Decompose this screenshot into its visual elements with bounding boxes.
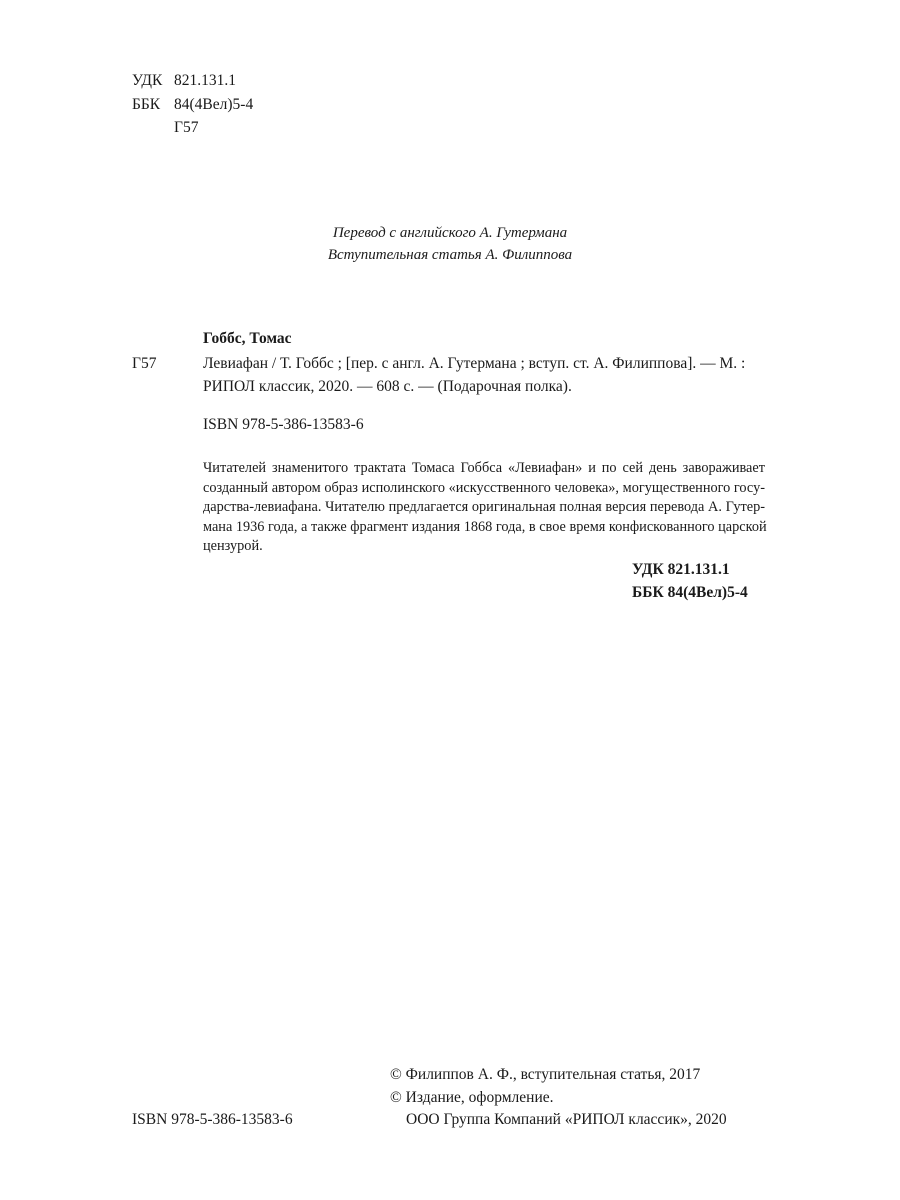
copyright-publisher: ООО Группа Компаний «РИПОЛ классик», 2020 [406,1111,727,1128]
annotation-line: цензурой. [203,538,263,554]
udk-row [132,70,236,92]
bbk-label: ББК [132,96,161,113]
card-description-line1: Левиафан / Т. Гоббс ; [пер. с англ. А. Гутермана ; вступ. ст. А. Филиппова]. — М. : [203,355,746,372]
copyright-edition: © Издание, оформление. [390,1089,554,1106]
bbk-value: 84(4Вел)5-4 [174,96,254,113]
introduction-credit: Вступительная статья А. Филиппова [327,247,573,263]
udk-value: 821.131.1 [174,72,236,89]
card-isbn: ISBN 978-5-386-13583-6 [203,416,364,433]
footer-isbn: ISBN 978-5-386-13583-6 [132,1111,293,1128]
annotation-line: созданный автором образ исполинского «искусственного человека», могущественного госу- [203,479,765,496]
translation-credit: Перевод с английского А. Гутермана [332,225,568,241]
card-description-line2: РИПОЛ классик, 2020. — 608 с. — (Подарочная полка). [203,378,572,395]
author-sign: Г57 [174,119,199,136]
udk-label: УДК [132,72,163,89]
card-udk: УДК 821.131.1 [632,561,730,578]
annotation-line: мана 1936 года, а также фрагмент издания 1868 года, в свое время конфискованного царской [203,518,767,535]
card-bbk: ББК 84(4Вел)5-4 [632,584,748,601]
card-annotation [203,459,765,557]
card-author-sign: Г57 [132,355,157,372]
copyright-introduction: © Филиппов А. Ф., вступительная статья, 2017 [390,1066,701,1083]
annotation-line: дарства-левиафана. Читателю предлагается оригинальная полная версия перевода А. Гутер- [203,499,765,515]
bbk-row [132,94,253,116]
author-sign-row [132,117,198,139]
annotation-line: Читателей знаменитого трактата Томаса Гоббса «Левиафан» и по сей день завораживает [203,460,765,476]
card-author: Гоббс, Томас [203,330,292,347]
